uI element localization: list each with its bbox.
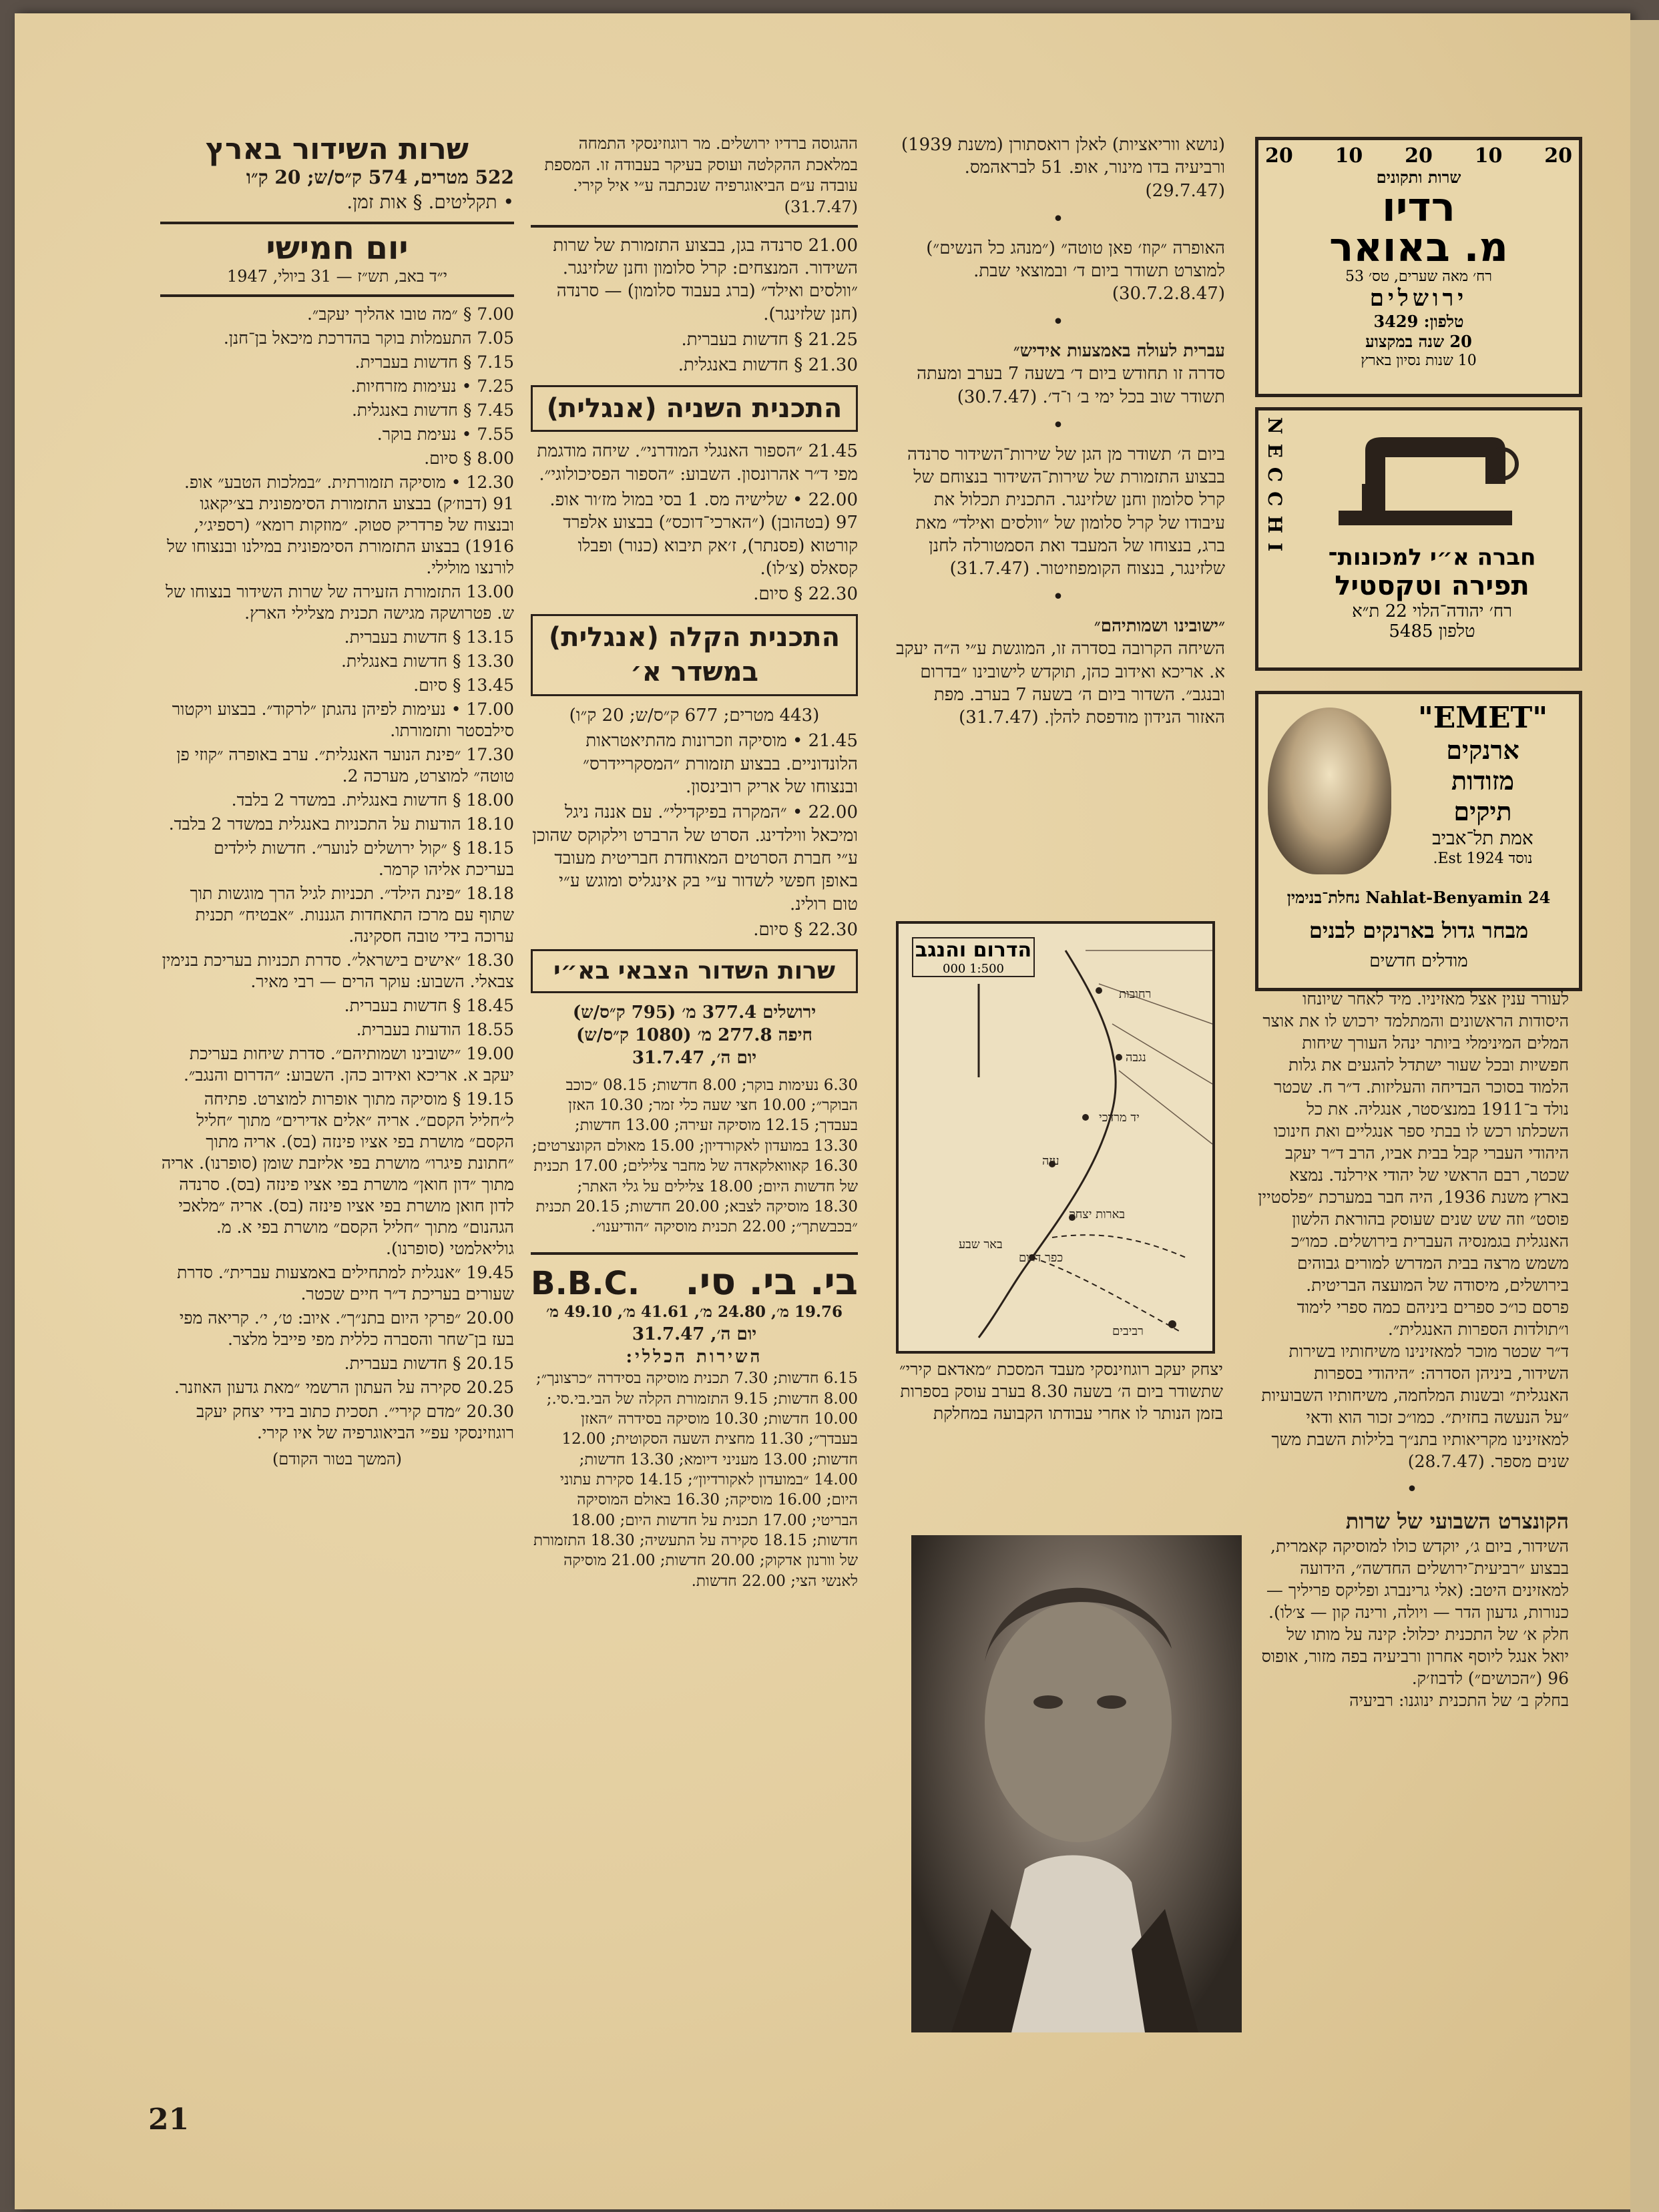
bbc-schedule: 6.15 חדשות; 7.30 תכנית מוסיקה בסידרה ״כרצונך״; 8.00 חדשות; 9.15 התזמורת הקלה של הבי.בי.סי.; 10.00 חדשות; 10.30 מוסיקה בסידרה ״האזן בעבדך״; 11.30 מחצית השעה הסקוטית; 12.00 חדשות; 13.00 מעניני דיומא; 13.30 חדשות; 14.00 ״במועדון לאקורדיון״; 14.15 סקירת עתוני היום; 16.00 מוסיקה; 16.30 באולם המוסיקה הבריטי; 17.00 תכנית על חדשות היום; 18.00 חדשות; 18.15 סקירה על התעשיה; 18.30 התזמורת של וורנון אדקוק; 20.00 חדשות; 21.00 מוסיקה לאנשי הצי; 22.00 חדשות. (533, 1370, 858, 1590)
emet-suitcases: מזודות (1451, 766, 1515, 796)
program-item: 20.15 § חדשות בעברית. (344, 1353, 514, 1373)
bbc-title-hebrew: בי. בי. סי. (685, 1260, 858, 1304)
divider (531, 225, 858, 228)
ad-border-number: 10 (1474, 144, 1503, 168)
program-item: 18.45 § חדשות בעברית. (344, 995, 514, 1015)
bullet: • (1052, 310, 1064, 334)
program-item: 21.25 § חדשות בעברית. (681, 329, 858, 350)
program-item: 12.30 • מוסיקה תזמורתית. ״במלכות הטבע״ אופ. 91 (דבוז׳ק) בבצוע התזמורת הסימפונית בצ׳יקאגו ובנצוח של פרדריק סטוק. ״מוזקות רומא״ (רספיג׳י, 1916) בבצוע התזמורת הסימפונית במילנו ובנצוחו של לורנצו מולילי. (167, 472, 514, 577)
program-item: 7.25 • נעימות מזרחיות. (350, 376, 514, 396)
program-item: 22.30 § סיום. (753, 919, 858, 940)
col-schedule-second (531, 133, 858, 1591)
necchi-text (1292, 544, 1572, 641)
emet-bags: תיקים (1453, 796, 1512, 826)
continued-note: (המשך בטור הקודם) (272, 1449, 403, 1468)
portrait-photo (911, 1535, 1242, 2032)
article-paragraph: השידור, ביום ג׳, יוקדש כולו למוסיקה קאמרית, בבצוע ״רביעית־ירושלים החדשה״, הידועה למאזינים היטב: (אלי גרינברג ופליקס פריליך — כנורות, גדעון הדר — ויולה, ורינה קון — צ׳לו). (1266, 1536, 1569, 1622)
ad-emet (1255, 691, 1582, 991)
program-item: 18.18 ״פינת הילד״. תכניות לגיל הרך מוגשות תוך שתוף עם מרכז התאחדות הגננות. ״אבטיח״ תכנית ערוכה בידי טובה חסקינה. (190, 883, 514, 946)
program-item: 20.00 ״פרקי היום בתנ״ך״. איוב: ט׳, י׳. קריאה מפי בעז בן־שחר והסברה כללית מפי פייבל מלצר. (179, 1308, 514, 1349)
necchi-line2: תפירה וטקסטיל (1335, 571, 1529, 601)
emet-city: אמת תל־אביב (1432, 827, 1533, 849)
light-program-title: התכנית הקלה (אנגלית) במשדר א׳ (531, 614, 858, 697)
note-paragraph: השיחה הקרובה בסדרה זו, המוגשת ע״י ה״ה יעקב א. אריכא ואידוב כהן, תוקדש לישובינו ״בדרום ובנגב״. השדור ביום ה׳ בשעה 7 בערב. מפת האזור הנידון מודפסת להלן. (31.7.47) (896, 639, 1225, 728)
necchi-address: רח׳ יהודה־הלוי 22 ת״א (1352, 601, 1512, 621)
ad-years-local: 10 שנות נסיון בארץ (1361, 352, 1477, 369)
col-notes (891, 133, 1225, 730)
article-paragraph: חלק א׳ של התכנית יכלול: קינה על מותו של יואל אנגל ליוסף אחרון ורביעיה בפה מזור, אופוס 96 (״הכושים״) לדבוז׳ק. (1261, 1624, 1569, 1688)
program-item: 18.15 § ״קול ירושלים לנוער״. חדשות לילדים בעריכת אליהו קרמר. (214, 838, 514, 879)
legend: • תקליטים. § אות זמן. (346, 191, 514, 214)
ad-company-name: מ. באואר (1329, 224, 1508, 271)
bbc-header (531, 1262, 858, 1303)
emet-models: מודלים חדשים (1369, 951, 1468, 971)
bullet: • (1052, 207, 1064, 231)
note-paragraph: ביום ה׳ תשודר מן הגן של שירות־השידור סרנדה בבצוע התזמורת של שירות־השידור בנצוחם של קרל סלומון וחנן שלזינגר. התכנית תכלול את עיבודו של קרל סלומון של ״וולסים ואילד״ מאת ברג, בנצוחו של המעבד ואת הסמטורלה לחנן שלזינגר, בנצוח הקומפוזיטור. (31.7.47) (907, 444, 1225, 579)
army-title: שרות השדור הצבאי בא״י (531, 949, 858, 993)
program-item: 21.30 § חדשות באנגלית. (678, 355, 858, 376)
program-item: 8.00 § סיום. (424, 448, 514, 468)
map-place-label: כפר דרום (1019, 1251, 1063, 1265)
emet-est: נוסד 1924 Est. (1433, 850, 1533, 867)
ad-city: ירושלים (1369, 285, 1468, 312)
divider (531, 1252, 858, 1255)
page-number: 21 (148, 2103, 190, 2137)
ad-border-numbers (1258, 140, 1579, 168)
map-place-label: נגבה (1126, 1051, 1146, 1065)
program-item: 13.15 § חדשות בעברית. (344, 627, 514, 647)
ad-radio-bauer (1255, 137, 1582, 397)
map-place-label: בארות יצחק (1069, 1207, 1126, 1221)
day-heading: יום חמישי (266, 230, 409, 268)
program-item: 17.30 ״פינת הנוער האנגלית״. ערב באופרה ״קוזי פן טוטה״ למוצרט, מערכה 2. (176, 744, 514, 786)
note-paragraph: סדרה זו תחודש ביום ד׳ בשעה 7 בערב ומעתה תשודר שוב בכל ימי ב׳ ו־ד׳. (30.7.47) (917, 364, 1225, 407)
ad-years: 20 שנה במקצוע (1365, 332, 1472, 351)
article-paragraph: ד״ר שכטר מוכר למאזינינו משיחותיו בשירות השידור, ביניהן הסדרה: ״היהודי בספרות האנגלית״ ובשנות המלחמה, משיחותיו השבועיות ״על הנעשה בחזית״. כמו״כ זכור הוא ודאי למאזינינו מקריאותיו בתנ״ך בלילות השבת משך שנים מספר. (28.7.47) (1261, 1342, 1569, 1471)
note-paragraph: האופרה ״קוז׳ פאן טוטה״ (״מנהג כל הנשים״) למוצרט תשודר ביום ד׳ ובמוצאי שבת. (30.7.2.8.47) (926, 238, 1225, 304)
section-title: שרות השידור בארץ (205, 132, 469, 166)
map-place-label: עזה (1042, 1154, 1059, 1168)
note-heading: עברית לעולה באמצעות אידיש״ (1013, 341, 1225, 362)
program-list (531, 234, 858, 377)
negev-map (896, 921, 1215, 1354)
program-item: 18.10 הודעות על התכניות באנגלית במשדר 2 בלבד. (168, 814, 514, 834)
army-date: יום ה׳, 31.7.47 (632, 1048, 757, 1069)
program-item: 13.45 § סיום. (413, 675, 514, 695)
article-paragraph: פרסם כו״כ ספרים ביניהם כמה ספרי לימוד ו״תולדות הספרות האנגלית״. (1296, 1298, 1569, 1339)
program-item: 7.15 § חדשות בעברית. (354, 352, 514, 372)
bbc-general-label: השירות הכללי: (626, 1346, 763, 1367)
emet-text (1396, 701, 1570, 867)
map-place-label: יד מרדכי (1099, 1111, 1140, 1125)
note-paragraph: (נושא ווריאציות) לאלן רואסתורן (משנת 1939) ורביעיה בדו מינור, אופ. 51 לבראהמס. (29.7.47) (901, 135, 1225, 201)
program-item: 21.45 ״הספור האנגלי המודרני״. שיחה מודגמת מפי ד״ר אהרונסון. השבוע: ״הספור הפסיכולוגי״. (537, 441, 858, 485)
army-freq-haifa: חיפה 277.8 מ׳ (1080 ק״ס/ש) (576, 1025, 812, 1046)
map-title: הדרום והנגב (915, 938, 1032, 962)
program-list (531, 440, 858, 605)
map-place-label: באר שבע (959, 1237, 1003, 1252)
col-schedule-main (160, 133, 514, 1470)
program-item: 17.00 • נעימות לפיהן נהגתן ״לרקוד״. בבצוע ויקטור סילבסטר ותזמורתו. (172, 699, 514, 740)
bullet: • (1052, 585, 1064, 609)
program-item: 7.05 התעמלות בוקר בהדרכת מיכאל בן־חנן. (223, 328, 514, 348)
program-item: 13.00 התזמורת הזעירה של שרות השידור בנצוחו של ש. פטרושקה מגישה תכנית מצלילי הארץ. (166, 581, 514, 623)
program-item: 18.55 הודעות בעברית. (356, 1019, 514, 1039)
ad-border-number: 20 (1544, 144, 1572, 168)
emet-selection: מבחר גדול בארנקים לבנים (1309, 918, 1529, 943)
bbc-date: יום ה׳, 31.7.47 (632, 1324, 757, 1344)
second-program-title: התכנית השניה (אנגלית) (531, 385, 858, 433)
divider (160, 294, 514, 297)
bullet: • (1406, 1478, 1418, 1501)
portrait-silhouette (911, 1535, 1242, 2032)
bbc-freq: 19.76 מ׳, 24.80 מ׳, 41.61 מ׳, 49.10 מ׳ (546, 1303, 843, 1322)
note-heading: ״ישובינו ושמותיהם״ (1094, 616, 1225, 637)
ad-address: רח׳ מאה שערים, טס׳ 53 (1345, 268, 1492, 285)
program-item: 21.00 סרנדה בגן, בבצוע התזמורת של שרות השידור. המנצחים: קרל סלומון וחנן שלזינגר. ״וולסים ואילד״ (ברג בעבוד סלומון) — סרנדה (חנן שלזינגר). (553, 235, 858, 324)
army-freq-jerusalem: ירושלים 377.4 מ׳ (795 ק״ס/ש) (572, 1002, 816, 1023)
emet-wallets: ארנקים (1446, 735, 1519, 765)
program-list (531, 730, 858, 941)
ad-phone: טלפון: 3429 (1373, 312, 1464, 331)
program-item: 19.45 ״אנגלית למתחילים באמצעות עברית״. סדרת שעורים בעריכת ד״ר חיים שכטר. (177, 1262, 514, 1304)
light-program-freq: (443 מטרים; 677 ק״ס/ש; 20 ק״ו) (569, 706, 820, 726)
program-item: 19.00 ״ישובינו ושמותיהם״. סדרת שיחות בעריכת יעקב א. אריכא ואידוב כהן. השבוע: ״הדרום והנגב״. (183, 1043, 514, 1085)
photo-caption: יצחק יעקב רוגוזינסקי מעבד המסכת ״מאדאם קירי״ שתשודר ביום ה׳ בשעה 8.30 בערב עוסק בספרות בזמן הנותר לו אחרי עבודתו הקבועה במחלקת (899, 1360, 1223, 1423)
program-item: 22.00 • שלישיה מס. 1 בסי במול מז׳ור אופ. 97 (בטהובן) (״הארכי־דוכס״) בבצוע אלפרד קורטוא (פסנתר), ז׳אק תיבוא (כנור) ופבלו קסאלס (צ׳לו). (549, 489, 858, 579)
station-freq: 522 מטרים, 574 ק״ס/ש; 20 ק״ו (246, 166, 514, 189)
col-article (1255, 988, 1569, 1711)
date-line: י״ד באב, תש״ז — 31 ביולי, 1947 (226, 267, 448, 286)
intro-text: ההגוסה ברדיו ירושלים. מר רוגוזינסקי התמחה במלאכת ההקלטה ועוסק בעיקר בעבודה זו. המספת עובדה ע״ם הביאוגרפיה שנכתבה ע״י איל קירי. (31.7.47) (544, 134, 858, 217)
program-item: 7.45 § חדשות באנגלית. (351, 400, 514, 420)
army-schedule: 6.30 נעימות בוקר; 8.00 חדשות; 08.15 ״כוכב הבוקר״; 10.00 חצי שעה כלי זמר; 10.30 האזן בעבדך; 12.15 מוסיקה זעירה; 13.00 חדשות; 13.30 במועדון לאקורדיון; 15.00 מאולם הקונצרטים; 16.30 קאוואלקאדה של מחבר צלילים; 17.00 תכנית של חדשות היום; 18.00 צלילים על גלי האתר; 18.30 מוסיקה לצבא; 20.00 חדשות; 20.15 תכנית ״בכבשתך״; 22.00 תכנית מוסיקה ״הודיענו״. (531, 1076, 858, 1236)
map-drawing (899, 924, 1212, 1351)
ad-border-number: 20 (1405, 144, 1433, 168)
program-item: 22.30 § סיום. (753, 584, 858, 605)
program-item: 21.45 • מוסיקה וזכרונות מהתיאטראות הלונדוניים. בבצוע תזמורת ״המסקריידרס״ ובנצוחו של אריק רובינסון. (583, 731, 858, 798)
program-item: 7.00 § ״מה טובו אהליך יעקב״. (306, 304, 514, 324)
article-paragraph: לעורר ענין אצל מאזיניו. מיד לאחר שיונחו היסודות הראשונים והמתלמד ירכוש לו את אוצר המלים המינימלי ביותר ינהל העורך שיחות חפשיות ובכל שעור ישתדל להגעים את גלות הלמוד בסוכר הבדיחה והעליזות. ד״ר ח. שכטר נולד ב־1911 במנצ׳סטר, אנגליה. את כל השכלתו רכש לו בבתי ספר אנגליים ואת חינוכו היהודי העברי קבל בבית אביו, הרב ד״ר יעקב שכטר, רבם הראשי של יהודי אירלנד. נמצא בארץ משנת 1936, היה חבר במערכת ״פלסטיין פוסט״ וזה שש שנים שעוסק בהוראת הלשון האנגלית בגמנסיה העברית בירושלים. כמו״כ משמש מרצה בבית המדרש למורים גבוהים בירושלים, מיסודה של המועצה הבריטית. (1258, 989, 1569, 1295)
ad-radio-word: רדיו (1382, 184, 1455, 231)
map-scale: 1:500 000 (943, 962, 1004, 976)
necchi-logo: NECCHI (1264, 417, 1286, 561)
necchi-line1: חברה א״י למכונות־ (1328, 544, 1536, 571)
ad-necchi (1255, 407, 1582, 671)
bullet: • (1052, 414, 1064, 437)
next-page-edge (1630, 20, 1659, 2212)
program-list (160, 304, 514, 1444)
program-item: 19.15 § מוסיקה מתוך אופרות למוצרט. פתיחה ל״חליל הקסם״. אריה ״אלים אדירים״ מתוך ״חליל הקסם״ מושרת בפי אציו פינזה (בס). אריה מתוך ״חתונת פיגרו״ מושרת בפי אליזבת שומן (סופרנו). אריה מתוך ״דון חואן״ מושרת בפי אציו פינזה (בס). סרנדה לדון חואן מושרת בפי אציו פינזה (בס). אריה ״מלאכי הגהנום״ מתוך ״חליל הקסם״ מושרת בפי א. מ. גוליאלמטי (סופרנו). (161, 1089, 514, 1258)
program-item: 13.30 § חדשות באנגלית. (341, 651, 514, 671)
divider (160, 222, 514, 224)
ad-border-number: 20 (1265, 144, 1293, 168)
necchi-phone: טלפון 5485 (1389, 621, 1475, 641)
program-item: 18.00 § חדשות באנגלית. במשדר 2 בלבד. (231, 790, 514, 810)
ad-border-number: 10 (1335, 144, 1363, 168)
program-item: 7.55 • נעימת בוקר. (377, 424, 514, 444)
program-item: 20.30 ״מדם קירי״. תסכית כתוב בידי יצחק יעקב רוגוזינסקי עפ״י הביאוגרפיה של איו קירי. (196, 1401, 514, 1442)
emet-address: Nahlat-Benyamin 24 נחלת־בנימין (1286, 888, 1551, 907)
emet-woman-illustration (1268, 708, 1391, 874)
map-place-label: רחובות (1119, 987, 1152, 1001)
ad-top-label: שרות ותקונים (1376, 168, 1461, 187)
map-place-label: רביבים (1112, 1324, 1144, 1338)
sewing-machine-icon (1325, 424, 1525, 537)
program-item: 20.25 סקירה על העתון הרשמי ״מאת גדעון האוזנר. (174, 1377, 514, 1397)
bbc-title-english: B.B.C. (531, 1264, 640, 1302)
program-item: 18.30 ״אישים בישראל״. סדרת תכניות בעריכת בנימין צבאלי. השבוע: עוקר הרים — רבי מאיר. (162, 950, 514, 991)
emet-brand: "EMET" (1417, 701, 1548, 735)
concert-heading: הקונצרט השבועי של שרות (1345, 1508, 1569, 1534)
article-paragraph: בחלק ב׳ של התכנית ינוגנו: רביעיה (1349, 1690, 1569, 1710)
program-item: 22.00 • ״המקרה בפיקדילי״. עם אננה ניגל ומיכאל ווילדינג. הסרט של הרברט וילקוקס שהוכן ע״י חברת הסרטים המאוחדת חבריטית מעובד באופן חפשי לשדור ע״י בק אינגליס ומוגש ע״י טום רולינ. (532, 802, 858, 914)
